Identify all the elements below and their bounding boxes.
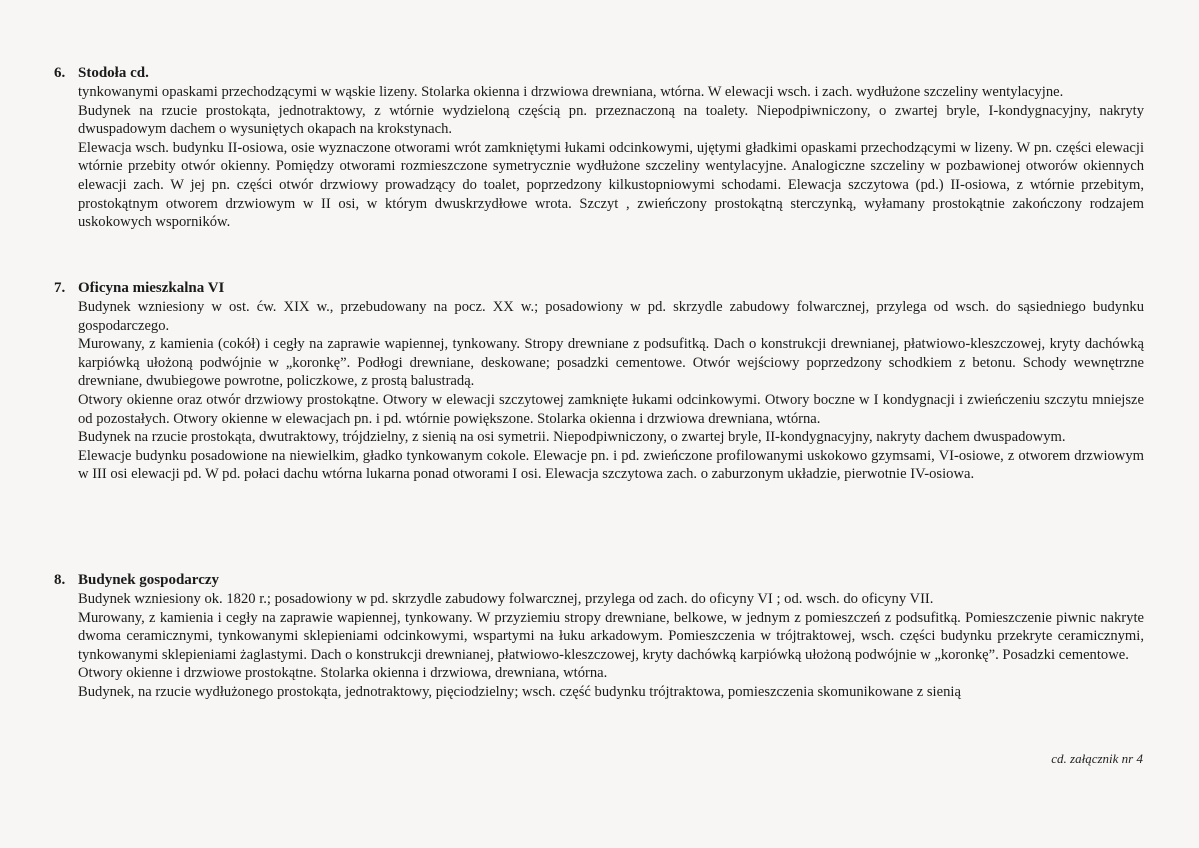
section-body xyxy=(54,83,1144,232)
paragraph: tynkowanymi opaskami przechodzącymi w wąskie lizeny. Stolarka okienna i drzwiowa drewniana, wtórna. W elewacji wsch. i zach. wydłużone szczeliny wentylacyjne. xyxy=(78,84,1064,100)
paragraph: Budynek na rzucie prostokąta, jednotraktowy, z wtórnie wydzieloną częścią pn. przeznaczoną na toalety. Niepodpiwniczony, o zwartej bryle, I-kondygnacyjny, nakryty dwuspadowym dachem o wysuniętych okapach na krokstynach. xyxy=(78,102,1144,138)
paragraph: Elewacje budynku posadowione na niewielkim, gładko tynkowanym cokole. Elewacje pn. i pd. zwieńczone profilowanymi uskokowo gzymsami, VI-osiowe, z otworem drzwiowym w III osi elewacji pd. W pd. połaci dachu wtórna lukarna ponad otworami I osi. Elewacja szczytowa zach. o zaburzonym układzie, pierwotnie IV-osiowa. xyxy=(78,447,1144,483)
paragraph: Budynek wzniesiony w ost. ćw. XIX w., przebudowany na pocz. XX w.; posadowiony w pd. skrzydle zabudowy folwarcznej, przylega od wsch. do sąsiedniego budynku gospodarczego. xyxy=(78,299,1144,334)
paragraph: Murowany, z kamienia (cokół) i cegły na zaprawie wapiennej, tynkowany. Stropy drewniane z podsufitką. Dach o konstrukcji drewnianej, płatwiowo-kleszczowej, kryty dachówką karpiówką ułożoną podwójnie w „koronkę”. Podłogi drewniane, deskowane; posadzki cementowe. Otwór wejściowy poprzedzony schodkiem z betonu. Schody wewnętrzne drewniane, dwubiegowe powrotne, policzkowe, z prostą balustradą. xyxy=(78,336,1144,390)
paragraph: Budynek, na rzucie wydłużonego prostokąta, jednotraktowy, pięciodzielny; wsch. część budynku trójtraktowa, pomieszczenia skomunikowane z sienią xyxy=(78,683,961,700)
paragraph: Budynek wzniesiony ok. 1820 r.; posadowiony w pd. skrzydle zabudowy folwarcznej, przylega od zach. do oficyny VI ; od. wsch. do oficyny VII. xyxy=(78,591,934,607)
section-title: Budynek gospodarczy xyxy=(78,572,220,588)
section-heading xyxy=(54,64,1144,83)
paragraph: Elewacja wsch. budynku II-osiowa, osie wyznaczone otworami wrót zamkniętymi łukami odcinkowymi, ujętymi gładkimi opaskami przechodzącymi w lizeny. W pn. części elewacji wtórnie przebity otwór okienny. Pomiędzy otworami rozmieszczone symetrycznie wydłużone szczeliny wentylacyjne. Analogiczne szczeliny w pozbawionej otworów okiennych elewacji zach. W jej pn. części otwór drzwiowy prowadzący do toalet, poprzedzony kilkustopniowymi schodami. Elewacja szczytowa (pd.) II-osiowa, z wtórnie przebitym, prostokątnym otworem drzwiowym w II osi, w którym dwuskrzydłowe wrota. Szczyt , zwieńczony prostokątną sterczynką, wyłamany prostokątnie zakończony rodzajem uskokowych wsporników. xyxy=(78,139,1144,231)
paragraph: Otwory okienne oraz otwór drzwiowy prostokątne. Otwory w elewacji szczytowej zamknięte łukami odcinkowymi. Otwory boczne w I kondygnacji i zwieńczeniu szczytu mniejsze od pozostałych. Otwory okienne w elewacjach pn. i pd. wtórnie powiększone. Stolarka okienna i drzwiowa drewniana, wtórna. xyxy=(78,391,1144,427)
paragraph: Otwory okienne i drzwiowe prostokątne. Stolarka okienna i drzwiowa, drewniana, wtórna. xyxy=(78,665,608,682)
footer-note: cd. załącznik nr 4 xyxy=(1051,751,1143,766)
section-heading xyxy=(54,571,1144,590)
section-budynek-gospodarczy xyxy=(54,571,1144,702)
section-oficyna-mieszkalna xyxy=(54,279,1144,484)
section-number: 6. xyxy=(54,65,66,81)
section-title: Oficyna mieszkalna VI xyxy=(78,280,225,296)
section-number: 7. xyxy=(54,280,66,296)
section-title: Stodoła cd. xyxy=(78,65,149,81)
section-body xyxy=(54,298,1144,484)
section-body xyxy=(54,590,1144,702)
section-stodola xyxy=(54,64,1144,232)
section-number: 8. xyxy=(54,572,66,588)
paragraph: Budynek na rzucie prostokąta, dwutraktowy, trójdzielny, z sienią na osi symetrii. Niepodpiwniczony, o zwartej bryle, II-kondygnacyjny, nakryty dachem dwuspadowym. xyxy=(78,429,1066,446)
section-heading xyxy=(54,279,1144,298)
paragraph: Murowany, z kamienia i cegły na zaprawie wapiennej, tynkowany. W przyziemiu stropy drewniane, belkowe, w jednym z pomieszczeń z podsufitką. Pomieszczenie piwnic nakryte dwoma ceramicznymi, tynkowanymi sklepieniami odcinkowymi, wspartymi na łuku arkadowym. Pomieszczenia w trójtraktowej, wsch. części budynku przekryte ceramicznymi, tynkowanymi sklepieniami żaglastymi. Dach o konstrukcji drewnianej, płatwiowo-kleszczowej, kryty dachówką karpiówką ułożoną podwójnie w „koronkę”. Posadzki cementowe. xyxy=(78,609,1144,663)
